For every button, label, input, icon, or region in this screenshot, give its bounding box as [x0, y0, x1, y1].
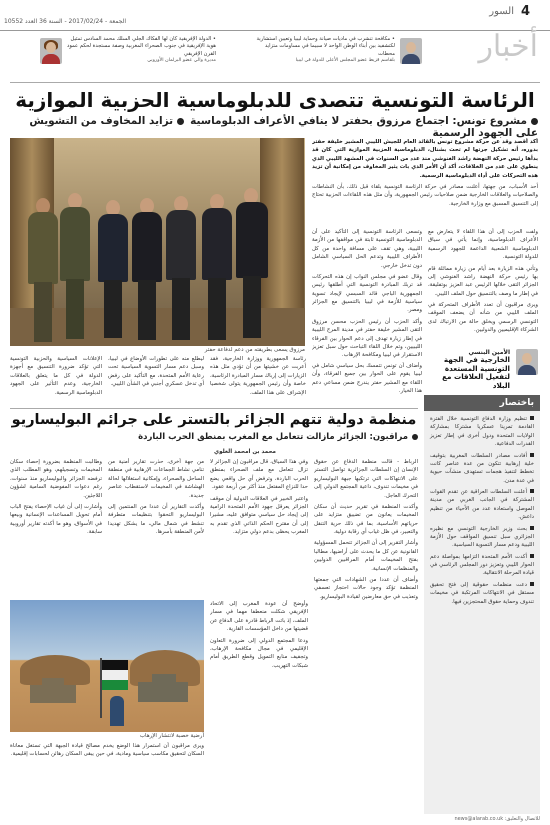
article2-photo: [10, 600, 204, 732]
bullet-icon: [531, 118, 538, 125]
bullet-icon: [530, 489, 534, 493]
bullet-icon: [530, 554, 534, 558]
teaser-left: [66, 36, 216, 76]
teaser-right-caption: بلقاسم قزيط عضو المجلس الأعلى للدولة في ليبيا: [295, 57, 395, 63]
teaser-right-text: • مكافحة تنشرب في ماديات صيانة وحماية ليبيا وتعيين استشارية لكتشفيد بين أبناء الوطن الواحد لا سبيما في مساومات متزايد محطات: [256, 36, 395, 57]
article2-col3-p3: ودعا المجتمع الدولي إلى ضرورة التعاون الإقليمي في مجال مكافحة الإرهاب، وتجفيف منابع التمويل وقطع الطريق أمام شبكات التهريب.: [210, 637, 308, 669]
article2-col3-p2: وأكدت التقارير أن عددا من المنتمين إلى البوليساريو التحقوا بتنظيمات متطرفة تنشط في شمال مالي، ما يشكل تهديدا لأمن المنطقة بأسرها.: [108, 503, 204, 535]
date-line: الجمعة - 2017/02/24 - السنة 36 العدد 10552: [4, 18, 127, 25]
author-avatar: [516, 349, 538, 375]
divider: [10, 82, 540, 83]
article1-bottom-p3: رئاسة الجمهورية ووزارة الخارجية، فقد أعربت عن خشيتها من أن تؤدي مثل هذه الزيارات إلى إرباك مسار المبادرة الرئاسية، خاصة وأن رئيس الجمهورية يتولى شخصيا الإشراف على هذا الملف.: [210, 356, 306, 396]
article1-column-b: [428, 228, 538, 340]
article2-column-2: [210, 458, 308, 598]
article1-lead-column: [312, 138, 538, 226]
article2-headline: منظمة دولية تتهم الجزائر بالتستر على جرائم البوليساريو: [11, 412, 417, 428]
article2-subheadline: مراقبون: الجزائر مازالت تتعامل مع المغرب بمنطق الحرب الباردة: [10, 432, 418, 442]
article2-column-4: [10, 458, 102, 598]
page-header: [0, 0, 550, 31]
article1-col3-p1: وأضاف أن تونس تتمسك بحل سياسي شامل في ليبيا يقوم على الحوار بين جميع الفرقاء، وأن اللقاء مع المشير حفتر يندرج ضمن مساعي دعم هذا الخيار.: [312, 363, 422, 395]
sidebar-item: بحث وزير الخارجية التونسي مع نظيره الجزائري سبل تنسيق المواقف حول الأزمة الليبية ودعم مسار التسوية السياسية.: [430, 525, 534, 549]
sidebar-item: أكدت الأمم المتحدة التزامها بمواصلة دعم الحوار الليبي وتعزيز دور المجلس الرئاسي في قيادة المرحلة الانتقالية.: [430, 553, 534, 577]
author-title: الخارجية في الجهة التونسية المستعدة لتفعيل العلاقات مع البلاد: [442, 355, 510, 390]
article2-byline: محمد بن امحمد العلوي: [214, 449, 276, 455]
article1-col2-p1: وأكد الحزب أن رئيس الحزب محسن مرزوق التقى المشير خليفة حفتر في مدينة المرج الليبية في إطار زيارة تهدف إلى دعم الحوار بين الفرقاء الليبيين، وتم خلال اللقاء التباحث حول سبل تعزيز الاستقرار في ليبيا ومكافحة الإرهاب.: [312, 318, 422, 359]
article1-subheadlines: [12, 115, 538, 139]
bullet-icon: [530, 416, 534, 420]
sidebar-item: دعت منظمات حقوقية إلى فتح تحقيق مستقل في الانتهاكات المرتكبة في مخيمات تندوف وحماية حقوق المحتجزين فيها.: [430, 581, 534, 605]
teaser-left-text: • الدولة الإفريقية كان لها الفكاك الجلي السلك محمد السادس تمثيل هوية الإفريقية في جنوب الصحراء المغربية وصفة مستجدة لحكم عمود القرن الإفريقي: [67, 36, 216, 57]
sidebar-heading: باختصار: [424, 395, 540, 411]
article1-lead-p1: أكد أقصد وقد عن حركة مشروع تونس بالقائد العام للجيش الليبي المشير خليفة حفتر بدوره، أنه تشكيل جرتها لم تحت بشنال، الدبلوماسية الحزبية الموازية التي كان قد بدأها رئيس حركة النهضة راشد الغنوشي منذ عدد من السنوات في المشهد الليبي الذي ينطوي على عدد من الخلافات، أكد أن الأمر الذي بات يثير المخاوف من إمكانية أن تزيد هذه التحركات على أداء الدبلوماسية الرسمية.: [312, 139, 538, 179]
article2-col3-p1: من جهة أخرى، حذرت تقارير أمنية من تنامي نشاط الجماعات الإرهابية في منطقة الساحل والصحراء، وإمكانية استغلالها لحالة الهشاشة في المخيمات لاستقطاب عناصر جديدة.: [108, 459, 204, 499]
article1-lead-p2: أحد الأسباب، من جهتها، أعلنت مصادر في حركة الرئاسة التونسية بلقاء قبل ذلك، بأن النشاطات والصلاحيات والعلاقات الخارجية ضمن صلاحيات رئيس الجمهورية، وأن مثل هذه اللقاءات الحزبية تحتاج إلى التنسيق المسبق مع وزارة الخارجية.: [312, 183, 538, 207]
article2-photo-caption: أرضية خصبة لانتشار الإرهاب: [139, 733, 204, 739]
article1-headline: الرئاسة التونسية تتصدى للدبلوماسية الحزبية الموازية: [15, 88, 535, 112]
article2-col4-p1: وطالبت المنظمة بضرورة إحصاء سكان المخيمات وتسجيلهم، وهو المطلب الذي ترفضه الجزائر والبوليساريو منذ سنوات، رغم دعوات المفوضية السامية لشؤون اللاجئين.: [10, 459, 102, 499]
page-number: 4: [520, 4, 530, 19]
article2-col1-p1: الرباط - قالت منظمة الدفاع عن حقوق الإنسان إن السلطات الجزائرية تواصل التستر على الانتهاكات التي ترتكبها جبهة البوليساريو في مخيمات تندوف، داعية المجتمع الدولي إلى التحرك العاجل.: [314, 459, 418, 499]
article1-bottom-col-mid: [210, 355, 306, 410]
article2-col1-p2: وأكدت المنظمة في تقرير حديث أن سكان المخيمات يعانون من تضييق متزايد على حرياتهم الأساسية، بما في ذلك حرية التنقل والتعبير، في ظل غياب أي رقابة دولية.: [314, 503, 418, 535]
article1-bottom-col-left: [10, 355, 102, 410]
article2-col2-p2: واعتبر الخبير في العلاقات الدولية أن موقف الجزائر يعرقل جهود الأمم المتحدة الرامية إلى إيجاد حل سياسي متوافق عليه، مشيرا إلى أن مقترح الحكم الذاتي الذي تقدم به المغرب يحظى بدعم دولي متزايد.: [210, 495, 308, 535]
news-brief-sidebar: [424, 395, 540, 815]
teaser-right-avatar: [400, 38, 422, 64]
bullet-icon: [177, 118, 184, 125]
article2-column-3: [108, 458, 204, 598]
article1-bottom-p1: الإعلانات السياسية والحزبية التونسية التي تؤكد ضرورة التنسيق مع أجهزة الدولة في كل ما يتعلق بالعلاقات الخارجية، وعدم التأثير على الجهود الدبلوماسية الرسمية.: [10, 356, 102, 396]
teaser-right: [250, 36, 395, 76]
author-name: الأمين البنسي: [468, 349, 510, 356]
bullet-icon: [530, 526, 534, 530]
bullet-icon: [530, 453, 534, 457]
article2-column-4b: [10, 742, 204, 815]
article2-column-2b: [210, 600, 308, 813]
teaser-left-avatar: [40, 38, 62, 64]
sidebar-item: أعلنت السلطات العراقية عن تقدم القوات المشتركة في الجانب الغربي من مدينة الموصل واستعادة عدد من الأحياء من تنظيم داعش.: [430, 489, 534, 521]
section-title: أخبار: [478, 29, 538, 64]
article2-col2-p3: وأوضح أن عودة المغرب إلى الاتحاد الإفريقي شكلت منعطفا مهما في مسار الملف، إذ باتت الرباط قادرة على الدفاع عن قضيتها من داخل المؤسسات القارية.: [210, 601, 308, 633]
article2-col1-p4: وأضاف أن عددا من الشهادات التي جمعتها المنظمة تؤكد وجود حالات احتجاز تعسفي وتعذيب في حق معارضين لقيادة البوليساريو.: [314, 576, 418, 600]
author-box: [424, 345, 540, 390]
article1-col2-p3: وتأتي هذه الزيارة بعد أيام من زيارة مماثلة قام بها رئيس حركة النهضة راشد الغنوشي إلى الجزائر التقى خلالها الرئيس عبد العزيز بوتفليقة، في إطار ما وصف بالتنسيق حول الملف الليبي.: [428, 265, 538, 297]
bullet-icon: [530, 582, 534, 586]
article2-col4-p3: ويرى مراقبون أن استمرار هذا الوضع يخدم مصالح قيادة الجبهة التي تستغل معاناة السكان لتحقيق مكاسب سياسية ومادية، في حين يبقى السكان رهائن لحسابات إقليمية.: [10, 743, 204, 758]
article2-col4-p2: وأشارت إلى أن غياب الإحصاء يفتح الباب أمام تحويل المساعدات الإنسانية وبيعها في الأسواق، وهو ما أكدته تقارير أوروبية سابقة.: [10, 503, 102, 535]
sidebar-body: [424, 411, 540, 814]
article1-photo: [10, 138, 305, 346]
article1-col2-p4: ويرى مراقبون أن تعدد الأطراف المتحركة في الملف الليبي من شأنه أن يضعف الموقف التونسي الرسمي ويخلق حالة من الارتباك لدى الشركاء الإقليميين والدوليين.: [428, 302, 538, 334]
article1-sub-left: تزايد المخاوف من التشويش على الجهود الرسمية: [29, 115, 538, 139]
article1-photo-caption: مرزوق يسعى بطريقته من دعم لدفاعة حفتر: [204, 347, 305, 353]
article2-col1-p3: وأشار التقرير إلى أن الجزائر تتحمل المسؤولية القانونية عن كل ما يحدث على أراضيها، مطالبا بفتح المخيمات أمام المراقبين الدوليين والمنظمات الإنسانية.: [314, 540, 418, 572]
article2-col2-p1: وفي هذا السياق، قال مراقبون إن الجزائر لا تزال تتعامل مع ملف الصحراء بمنطق الحرب الباردة، وترفض أي حل واقعي يضع حدا للنزاع المفتعل منذ أكثر من أربعة عقود.: [210, 459, 308, 491]
divider: [10, 408, 418, 409]
article1-col2-p2: ولفت الحزب إلى أن هذا اللقاء لا يتعارض مع الأعراف الدبلوماسية، وإنما يأتي في سياق الدبلوماسية الشعبية الداعمة للجهود الرسمية للدولة التونسية.: [428, 229, 538, 261]
article1-sub-right: مشروع تونس: اجتماع مرزوق بحفتر لا ينافي الأعراف الدبلوماسية: [190, 115, 527, 127]
teaser-left-caption: مديرة والي عضو البرلمان الأوروبي: [147, 57, 216, 63]
article1-bottom-p2: ليطلع منه على تطورات الأوضاع في ليبيا، وسبل دعم مسار التسوية السياسية تحت رعاية الأمم المتحدة، مع التأكيد على رفض أي تدخل عسكري أجنبي في الشأن الليبي.: [108, 356, 204, 388]
paper-name: السور: [489, 6, 514, 17]
bullet-icon: [412, 434, 418, 440]
article1-col1-p4: وقال عضو في مجلس النواب إن هذه التحركات قد تربك المبادرة التونسية التي أطلقها رئيس الجمهورية الباجي قائد السبسي لإيجاد تسوية سياسية للأزمة في ليبيا بالتنسيق مع الجزائر ومصر.: [312, 273, 422, 314]
article1-bottom-col-mid-left: [108, 355, 204, 410]
article1-bottom-col-right: [312, 362, 422, 408]
sidebar-item: أفادت مصادر السلطات المغربية بتوقيف خلية إرهابية تتكون من عدة عناصر كانت تخطط لتنفيذ هجمات تستهدف منشآت حيوية في عدة مدن.: [430, 452, 534, 484]
article1-col1-p3: وتسعى الرئاسة التونسية إلى التأكيد على أن الدبلوماسية التونسية ثابتة في مواقفها من الأزمة الليبية، وهي تقف على مسافة واحدة من كل الأطراف الليبية وتدعم الحل السياسي الشامل دون تدخل خارجي.: [312, 229, 422, 269]
article2-column-1: [314, 458, 418, 813]
sidebar-item: تنظيم وزارة الدفاع التونسية خلال الفترة القادمة تمرينا عسكريا مشتركا بمشاركة الولايات المتحدة ودول أخرى في إطار تعزيز القدرات الدفاعية.: [430, 416, 534, 448]
sidebar-footer: للاتصال والتعليق: news@alarab.co.uk: [454, 816, 540, 822]
